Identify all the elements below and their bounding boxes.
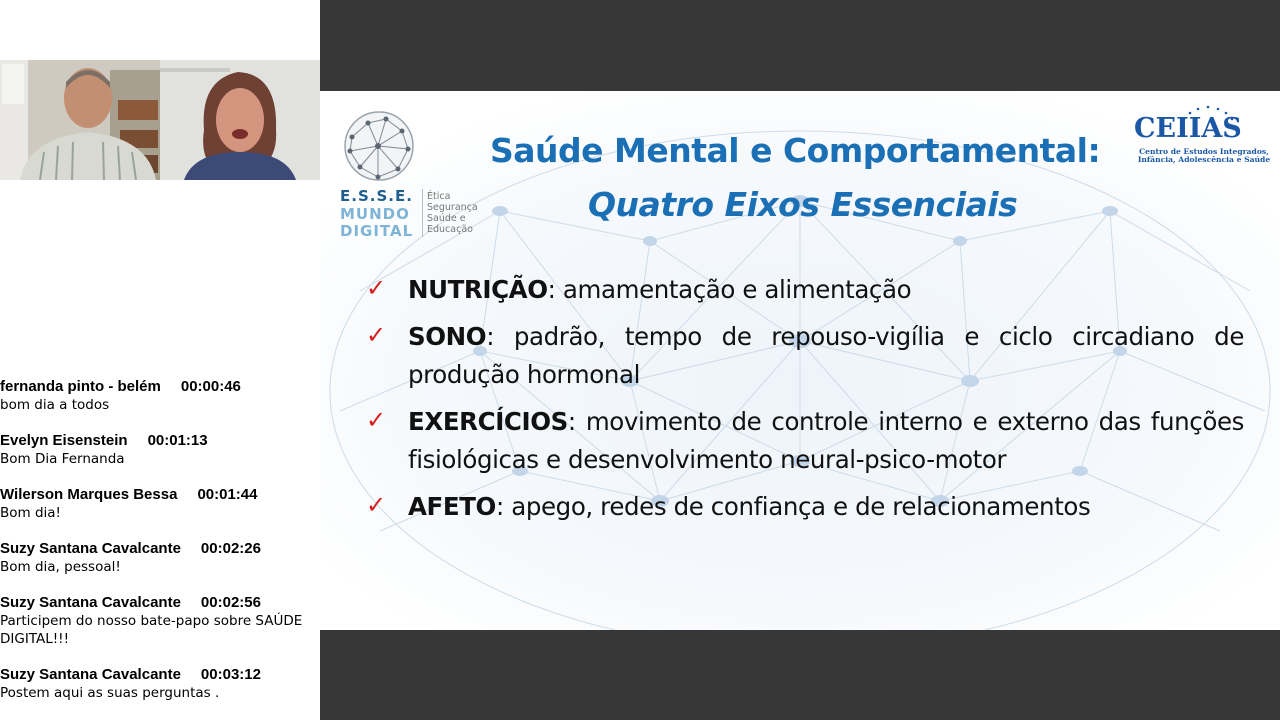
esse-logo-line3: DIGITAL	[340, 222, 414, 240]
slide-title: Saúde Mental e Comportamental:	[490, 131, 1101, 170]
bullet-text: : amamentação e alimentação	[547, 275, 912, 304]
check-icon: ✓	[366, 321, 386, 349]
chat-text: Postem aqui as suas perguntas .	[0, 685, 220, 701]
esse-logo-sub-1: Ética	[427, 191, 451, 202]
chat-author: Suzy Santana Cavalcante	[0, 666, 181, 683]
video-tile-participant-1[interactable]	[0, 60, 160, 180]
video-strip	[0, 60, 320, 180]
esse-logo-sub-3: Saúde e	[427, 213, 466, 224]
bullet-text: : movimento de controle interno e externo das funções fisiológicas e desenvolvimento neural-psico-motor	[408, 407, 1244, 474]
check-icon: ✓	[366, 491, 386, 519]
chat-message	[0, 594, 320, 648]
check-icon: ✓	[366, 406, 386, 434]
chat-message	[0, 540, 320, 576]
chat-text: Bom dia!	[0, 505, 61, 521]
bullet-keyword: EXERCÍCIOS	[408, 407, 568, 436]
slide	[320, 91, 1280, 630]
chat-message	[0, 486, 320, 522]
slide-subtitle: Quatro Eixos Essenciais	[588, 185, 1018, 224]
chat-message	[0, 666, 320, 702]
left-panel	[0, 0, 320, 720]
bullet-item	[364, 403, 1244, 479]
participant-1-video	[0, 60, 160, 180]
bullet-item	[364, 488, 1244, 526]
video-tile-participant-2[interactable]	[160, 60, 320, 180]
chat-author: fernanda pinto - belém	[0, 378, 161, 395]
chat-text: Participem do nosso bate-papo sobre SAÚDE DIGITAL!!!	[0, 613, 303, 647]
chat-timestamp: 00:01:13	[147, 432, 208, 449]
presentation-stage	[320, 0, 1280, 720]
esse-mundo-digital-logo	[340, 109, 490, 241]
chat-author: Wilerson Marques Bessa	[0, 486, 178, 503]
chat-timestamp: 00:02:26	[200, 540, 261, 557]
esse-logo-line2: MUNDO	[340, 205, 410, 223]
chat-timestamp: 00:03:12	[200, 666, 261, 683]
bullet-text: : apego, redes de confiança e de relacionamentos	[495, 492, 1091, 521]
bullet-text: : padrão, tempo de repouso-vigília e ciclo circadiano de produção hormonal	[408, 322, 1244, 389]
chat-text: bom dia a todos	[0, 397, 110, 413]
globe-network-icon	[342, 109, 416, 183]
bullet-keyword: AFETO	[408, 492, 496, 521]
ceias-logo	[1126, 103, 1272, 167]
chat-author: Suzy Santana Cavalcante	[0, 594, 181, 611]
chat-text: Bom dia, pessoal!	[0, 559, 121, 575]
ceias-logo-word: CEIIAS	[1134, 113, 1242, 144]
chat-author: Evelyn Eisenstein	[0, 432, 128, 449]
chat-timestamp: 00:00:46	[180, 378, 241, 395]
bullet-item	[364, 271, 1244, 309]
chat-timestamp: 00:01:44	[197, 486, 258, 503]
esse-logo-line1: E.S.S.E.	[340, 187, 413, 205]
chat-panel	[0, 378, 320, 720]
chat-timestamp: 00:02:56	[200, 594, 261, 611]
participant-2-video	[160, 60, 320, 180]
bullet-keyword: SONO	[408, 322, 487, 351]
esse-logo-divider	[422, 189, 423, 237]
check-icon: ✓	[366, 274, 386, 302]
ceias-logo-subtitle: Centro de Estudos Integrados, Infância, Adolescência e Saúde	[1137, 147, 1271, 164]
chat-message	[0, 432, 320, 468]
chat-message	[0, 378, 320, 414]
esse-logo-sub-2: Segurança	[427, 202, 478, 213]
bullet-list	[364, 271, 1244, 535]
chat-text: Bom Dia Fernanda	[0, 451, 125, 467]
bullet-item	[364, 318, 1244, 394]
bullet-keyword: NUTRIÇÃO	[408, 275, 548, 304]
esse-logo-sub-4: Educação	[427, 224, 473, 235]
chat-author: Suzy Santana Cavalcante	[0, 540, 181, 557]
